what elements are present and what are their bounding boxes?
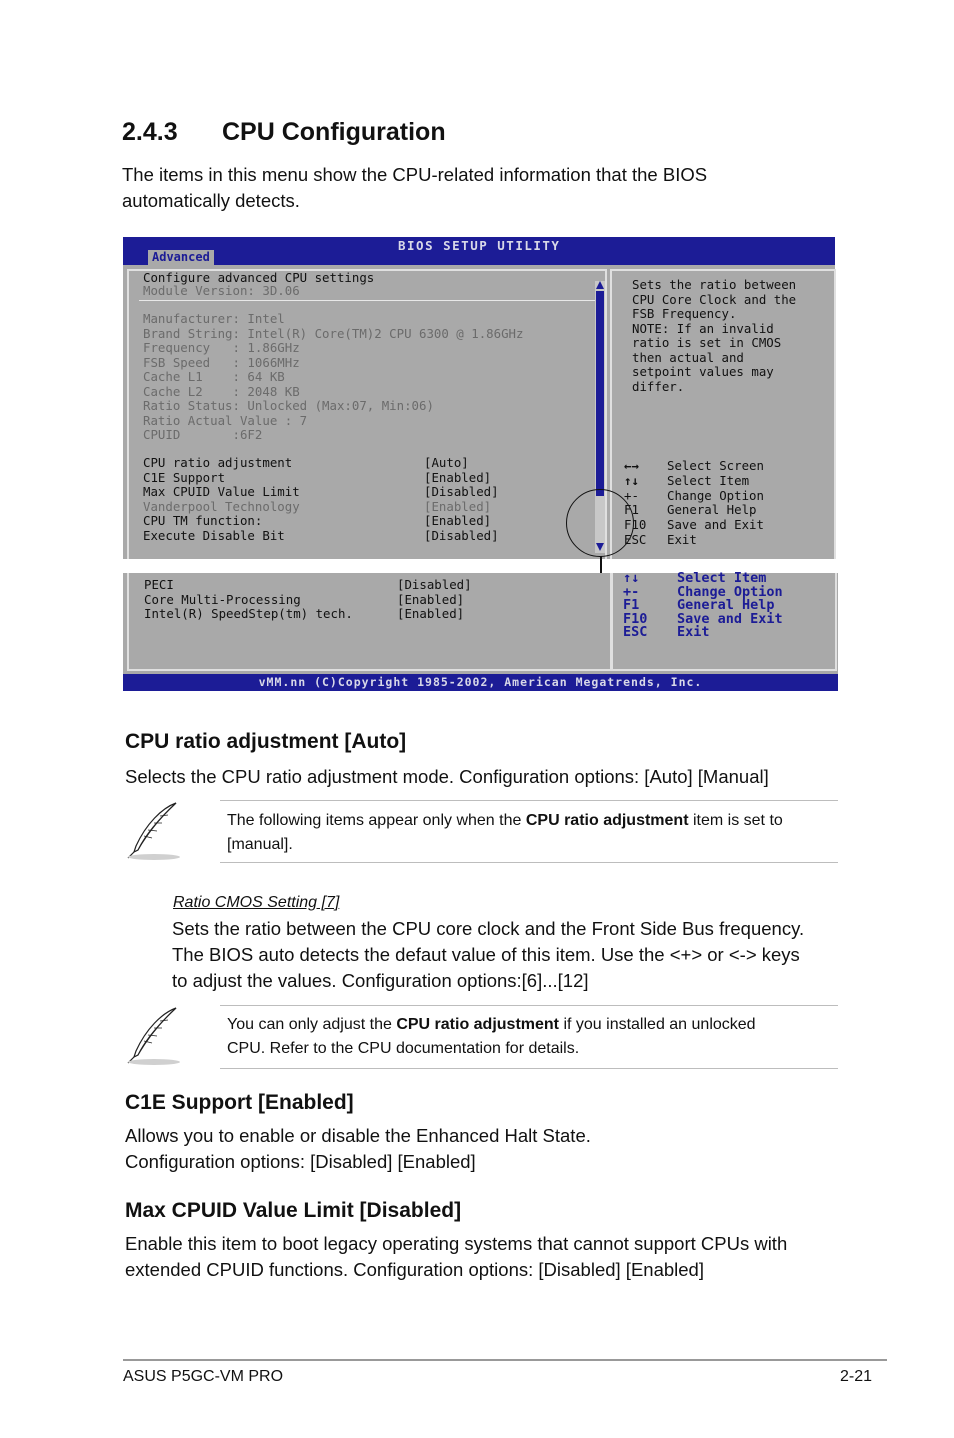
note-unlocked-cpu: You can only adjust the CPU ratio adjustment if you installed an unlocked CPU. Refer to the CPU documentation for details. (227, 1016, 756, 1057)
scroll-thumb[interactable] (596, 291, 604, 496)
cpu-ratio-desc: Selects the CPU ratio adjustment mode. Configuration options: [Auto] [Manual] (125, 766, 769, 787)
intro-line-2: automatically detects. (122, 190, 300, 211)
bios-setting-peci[interactable]: PECI [Disabled] (144, 577, 472, 592)
bios-setting-vanderpool[interactable]: Vanderpool Technology [Enabled] (143, 498, 492, 514)
bios-setting-c1e[interactable]: C1E Support [Enabled] (143, 469, 492, 485)
ratio-cmos-heading: Ratio CMOS Setting [7] (173, 894, 340, 911)
bios-info-line: Cache L2 : 2048 KB (143, 383, 300, 399)
bios-info-line: Ratio Actual Value : 7 (143, 412, 308, 428)
key-select-item: ↑↓ Select Item (623, 570, 767, 586)
arrows-vertical-icon: ↑↓ (624, 472, 639, 488)
bios-setting-cpu-ratio[interactable]: CPU ratio adjustment [Auto] (143, 455, 469, 470)
bios-setting-execute-disable[interactable]: Execute Disable Bit [Disabled] (143, 527, 499, 543)
ratio-cmos-desc: Sets the ratio between the CPU core clock and the Front Side Bus frequency. The BIOS auto detects the defaut value of this item. Use the <+> or <-> keys to adjust the values. Configuration options:[6]...[12] (172, 918, 805, 991)
zoom-callout-circle (566, 489, 634, 557)
bios-info-line: Brand String: Intel(R) Core(TM)2 CPU 6300 @ 1.86GHz (143, 325, 524, 341)
key-exit: ESC Exit (624, 531, 697, 547)
key-general-help: F1 General Help (623, 597, 775, 613)
note2-rule-bottom (220, 1068, 838, 1069)
note-rule-top (220, 800, 838, 801)
cpu-ratio-heading: CPU ratio adjustment [Auto] (125, 730, 407, 753)
bios-lower-panel (127, 573, 612, 671)
bios-settings-list (143, 456, 583, 543)
bios-info-line: FSB Speed : 1066MHz (143, 354, 300, 370)
bios-info-line: CPUID :6F2 (143, 427, 263, 442)
key-select-screen: ←→ Select Screen (624, 458, 764, 473)
cpuid-heading: Max CPUID Value Limit [Disabled] (125, 1199, 462, 1222)
bios-setting-core-multi[interactable]: Core Multi-Processing [Enabled] (144, 591, 465, 607)
cpuid-desc: Enable this item to boot legacy operating systems that cannot support CPUs with extended CPUID functions. Configuration options: [Disabled] [Enabled] (125, 1233, 788, 1280)
key-change-option: +- Change Option (623, 583, 783, 600)
bios-main-panel (127, 269, 607, 559)
key-save-exit: F10 Save and Exit (623, 610, 783, 627)
bios-title-bar (123, 237, 835, 265)
intro-line-1: The items in this menu show the CPU-related information that the BIOS (122, 164, 708, 185)
key-save-exit: F10 Save and Exit (624, 517, 764, 533)
footer-product: ASUS P5GC-VM PRO (123, 1368, 284, 1385)
key-select-item: ↑↓ Select Item (624, 472, 750, 488)
bios-settings2-list (144, 578, 584, 622)
note-feather-icon (124, 800, 184, 862)
note-manual-items: The following items appear only when the CPU ratio adjustment item is set to [manual]. (227, 812, 783, 853)
arrows-horizontal-icon: ←→ (624, 458, 639, 473)
bios-setting-speedstep[interactable]: Intel(R) SpeedStep(tm) tech. [Enabled] (144, 606, 465, 621)
section-number: 2.4.3 (122, 118, 178, 146)
section-title: CPU Configuration (222, 118, 446, 146)
bios-lower-help-panel (611, 570, 837, 671)
bios-info-list (143, 312, 523, 443)
note-feather-icon (124, 1005, 184, 1067)
bios-title: BIOS SETUP UTILITY (398, 238, 561, 253)
scroll-up-icon[interactable] (596, 281, 604, 289)
key-general-help: F1 General Help (624, 502, 757, 518)
bios-tab-advanced[interactable]: Advanced (148, 250, 214, 265)
bios-help-text: Sets the ratio between CPU Core Clock and the FSB Frequency. NOTE: If an invalid ratio is set in CMOS then actual and setpoint values may differ. (632, 277, 797, 394)
key-exit: ESC Exit (623, 624, 710, 640)
bios-module-version: Module Version: 3D.06 (143, 283, 300, 298)
bios-key-legend-lower (623, 572, 823, 640)
bios-help-panel (610, 269, 836, 559)
bios-key-legend (624, 459, 824, 548)
c1e-desc: Allows you to enable or disable the Enhanced Halt State. Configuration options: [Disabled] [Enabled] (125, 1125, 591, 1172)
bios-copyright-bar: vMM.nn (C)Copyright 1985-2002, American Megatrends, Inc. (123, 674, 838, 691)
bios-info-line: Frequency : 1.86GHz (143, 340, 300, 355)
arrows-vertical-icon: ↑↓ (623, 570, 640, 586)
key-change-option: +- Change Option (624, 487, 764, 503)
bios-divider (139, 300, 595, 301)
bios-info-line: Cache L1 : 64 KB (143, 369, 285, 384)
footer-rule (123, 1359, 887, 1361)
bios-info-line: Manufacturer: Intel (143, 311, 285, 326)
bios-panel-heading: Configure advanced CPU settings (143, 270, 375, 285)
note-rule-bottom (220, 862, 838, 863)
footer-page-number: 2-21 (840, 1368, 873, 1385)
c1e-heading: C1E Support [Enabled] (125, 1091, 354, 1114)
bios-screenshot (123, 237, 835, 559)
bios-setting-max-cpuid[interactable]: Max CPUID Value Limit [Disabled] (143, 484, 499, 499)
bios-screenshot-lower (123, 570, 838, 691)
note2-rule-top (220, 1005, 838, 1006)
bios-info-line: Ratio Status: Unlocked (Max:07, Min:06) (143, 398, 434, 413)
bios-setting-cpu-tm[interactable]: CPU TM function: [Enabled] (143, 513, 492, 528)
